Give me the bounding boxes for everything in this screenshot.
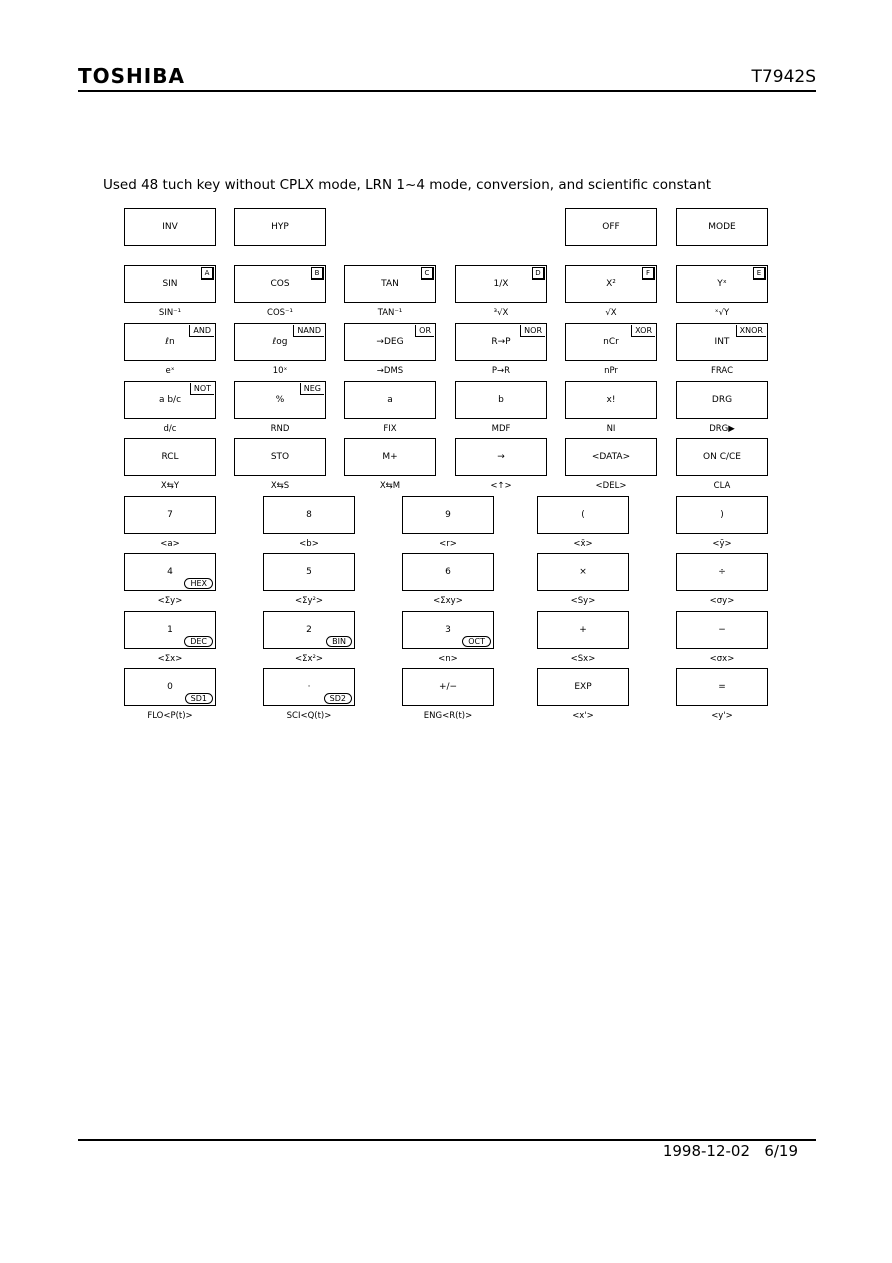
key-button[interactable]	[234, 381, 326, 419]
logic-legend: OR	[415, 325, 434, 337]
key-second-function: FLO<P(t)>	[147, 711, 193, 721]
key-label: M+	[382, 452, 398, 462]
key-button[interactable]	[402, 553, 494, 591]
key-button[interactable]	[676, 611, 768, 649]
base-legend: HEX	[184, 578, 213, 589]
key-second-function: COS⁻¹	[267, 308, 293, 318]
key-button[interactable]	[124, 381, 216, 419]
key-button[interactable]	[565, 323, 657, 361]
key-second-function: eˣ	[165, 366, 175, 376]
key-second-function: <n>	[438, 654, 458, 664]
key-button[interactable]	[124, 323, 216, 361]
key-button[interactable]	[537, 611, 629, 649]
key-label: Yˣ	[717, 279, 727, 289]
key-second-function: FIX	[383, 424, 397, 434]
alpha-legend: D	[532, 267, 545, 280]
key-button[interactable]	[124, 438, 216, 476]
key-button[interactable]	[676, 381, 768, 419]
key-label: STO	[270, 452, 290, 462]
key-label: 7	[167, 510, 173, 520]
key-label: 5	[306, 567, 312, 577]
key-button[interactable]	[676, 668, 768, 706]
key-button[interactable]	[676, 496, 768, 534]
logic-legend: NAND	[293, 325, 324, 337]
key-button[interactable]	[676, 208, 768, 246]
key-button[interactable]	[234, 438, 326, 476]
key-second-function: <Σx>	[157, 654, 183, 664]
key-second-function: SIN⁻¹	[158, 308, 182, 318]
key-button[interactable]	[344, 381, 436, 419]
key-second-function: <Σy>	[157, 596, 183, 606]
key-button[interactable]	[455, 265, 547, 303]
key-button[interactable]	[676, 438, 768, 476]
alpha-legend: E	[753, 267, 766, 280]
key-button[interactable]	[124, 611, 216, 649]
key-button[interactable]	[537, 553, 629, 591]
alpha-legend: C	[421, 267, 434, 280]
key-label: %	[275, 395, 285, 405]
key-second-function: X⇆Y	[160, 481, 180, 491]
key-label: <DATA>	[591, 452, 631, 462]
key-label: R→P	[491, 337, 511, 347]
key-label: →DEG	[376, 337, 404, 347]
key-label: INT	[714, 337, 730, 347]
key-second-function: <ȳ>	[712, 539, 732, 549]
key-button[interactable]	[455, 381, 547, 419]
base-legend: DEC	[184, 636, 213, 647]
key-button[interactable]	[124, 668, 216, 706]
key-button[interactable]	[402, 668, 494, 706]
key-label: +/−	[438, 682, 458, 692]
key-label: EXP	[574, 682, 592, 692]
key-label: 2	[306, 625, 312, 635]
key-button[interactable]	[263, 553, 355, 591]
base-legend: OCT	[462, 636, 491, 647]
logic-legend: XOR	[631, 325, 655, 337]
key-second-function: X⇆S	[270, 481, 290, 491]
key-label: 3	[445, 625, 451, 635]
logic-legend: NOT	[190, 383, 214, 395]
key-label: →	[497, 452, 505, 462]
key-label: 1	[167, 625, 173, 635]
key-second-function: CLA	[713, 481, 731, 491]
key-second-function: ENG<R(t)>	[423, 711, 473, 721]
key-second-function: 10ˣ	[272, 366, 288, 376]
key-second-function: NI	[606, 424, 616, 434]
key-button[interactable]	[402, 496, 494, 534]
key-label: nCr	[603, 337, 619, 347]
key-second-function: <Sx>	[570, 654, 596, 664]
key-second-function: <y'>	[711, 711, 733, 721]
key-second-function: →DMS	[376, 366, 404, 376]
key-button[interactable]	[676, 553, 768, 591]
key-button[interactable]	[344, 265, 436, 303]
footer-page: 6/19	[764, 1142, 798, 1160]
key-label: =	[718, 682, 726, 692]
key-label: −	[718, 625, 726, 635]
key-button[interactable]	[565, 265, 657, 303]
key-second-function: √X	[605, 308, 617, 318]
key-label: ON C/CE	[703, 452, 741, 462]
key-label: 4	[167, 567, 173, 577]
key-second-function: <x̄>	[573, 539, 593, 549]
key-label: b	[498, 395, 504, 405]
key-second-function: <Σy²>	[294, 596, 324, 606]
key-second-function: nPr	[604, 366, 618, 376]
keypad-caption: Used 48 tuch key without CPLX mode, LRN 1~4 mode, conversion, and scientific constant	[103, 177, 712, 193]
alpha-legend: B	[311, 267, 324, 280]
key-button[interactable]	[537, 496, 629, 534]
key-second-function: ³√X	[493, 308, 509, 318]
key-label: MODE	[708, 222, 736, 232]
key-label: X²	[606, 279, 616, 289]
key-label: x!	[606, 395, 616, 405]
key-label: ÷	[718, 567, 726, 577]
key-second-function: <r>	[439, 539, 457, 549]
key-label: 9	[445, 510, 451, 520]
key-button[interactable]	[565, 438, 657, 476]
key-button[interactable]	[344, 438, 436, 476]
key-button[interactable]	[565, 208, 657, 246]
key-second-function: <x'>	[572, 711, 594, 721]
key-button[interactable]	[124, 208, 216, 246]
key-label: 0	[167, 682, 173, 692]
key-label: OFF	[602, 222, 620, 232]
key-button[interactable]	[124, 553, 216, 591]
logic-legend: NEG	[300, 383, 324, 395]
key-second-function: <Sy>	[570, 596, 596, 606]
header-rule	[78, 90, 816, 92]
key-second-function: SCI<Q(t)>	[286, 711, 332, 721]
logic-legend: NOR	[520, 325, 545, 337]
key-button[interactable]	[565, 381, 657, 419]
key-button[interactable]	[676, 265, 768, 303]
key-button[interactable]	[263, 668, 355, 706]
key-button[interactable]	[234, 265, 326, 303]
key-second-function: <↑>	[490, 481, 512, 491]
brand-logo: TOSHIBA	[78, 64, 185, 88]
key-second-function: <σy>	[709, 596, 735, 606]
footer-date: 1998-12-02	[662, 1142, 750, 1160]
key-button[interactable]	[124, 496, 216, 534]
key-second-function: DRG▶	[709, 424, 735, 434]
key-button[interactable]	[263, 496, 355, 534]
logic-legend: AND	[189, 325, 214, 337]
key-label: ℓn	[165, 337, 175, 347]
key-label: a	[387, 395, 393, 405]
key-label: COS	[270, 279, 290, 289]
key-button[interactable]	[344, 323, 436, 361]
key-label: SIN	[162, 279, 178, 289]
key-label: )	[720, 510, 724, 520]
base-legend: BIN	[326, 636, 352, 647]
key-label: TAN	[381, 279, 399, 289]
key-button[interactable]	[234, 208, 326, 246]
key-label: ·	[307, 682, 311, 692]
footer-date-page	[663, 1142, 798, 1160]
key-button[interactable]	[124, 265, 216, 303]
key-second-function: <DEL>	[595, 481, 627, 491]
key-label: HYP	[271, 222, 289, 232]
key-second-function: <Σxy>	[433, 596, 463, 606]
key-label: 1/X	[493, 279, 509, 289]
document-number: T7942S	[751, 67, 816, 87]
key-label: a b/c	[158, 395, 182, 405]
key-second-function: FRAC	[710, 366, 734, 376]
key-second-function: TAN⁻¹	[377, 308, 403, 318]
key-label: RCL	[161, 452, 179, 462]
alpha-legend: F	[642, 267, 655, 280]
key-label: ℓog	[272, 337, 288, 347]
key-button[interactable]	[402, 611, 494, 649]
key-label: INV	[162, 222, 178, 232]
key-button[interactable]	[455, 438, 547, 476]
key-button[interactable]	[455, 323, 547, 361]
key-button[interactable]	[676, 323, 768, 361]
key-second-function: d/c	[163, 424, 177, 434]
key-second-function: P→R	[491, 366, 511, 376]
footer-rule	[78, 1139, 816, 1141]
key-label: 8	[306, 510, 312, 520]
key-second-function: ˣ√Y	[714, 308, 730, 318]
key-label: DRG	[711, 395, 733, 405]
key-label: 6	[445, 567, 451, 577]
base-legend: SD1	[185, 693, 213, 704]
key-button[interactable]	[263, 611, 355, 649]
key-second-function: <σx>	[709, 654, 735, 664]
key-button[interactable]	[537, 668, 629, 706]
key-label: ×	[579, 567, 587, 577]
key-button[interactable]	[234, 323, 326, 361]
key-second-function: RND	[270, 424, 290, 434]
key-second-function: <Σx²>	[294, 654, 324, 664]
base-legend: SD2	[324, 693, 352, 704]
key-second-function: X⇆M	[379, 481, 401, 491]
key-second-function: <b>	[299, 539, 319, 549]
key-label: +	[579, 625, 587, 635]
key-second-function: <a>	[160, 539, 180, 549]
key-second-function: MDF	[491, 424, 511, 434]
key-label: (	[581, 510, 585, 520]
logic-legend: XNOR	[736, 325, 766, 337]
alpha-legend: A	[201, 267, 214, 280]
